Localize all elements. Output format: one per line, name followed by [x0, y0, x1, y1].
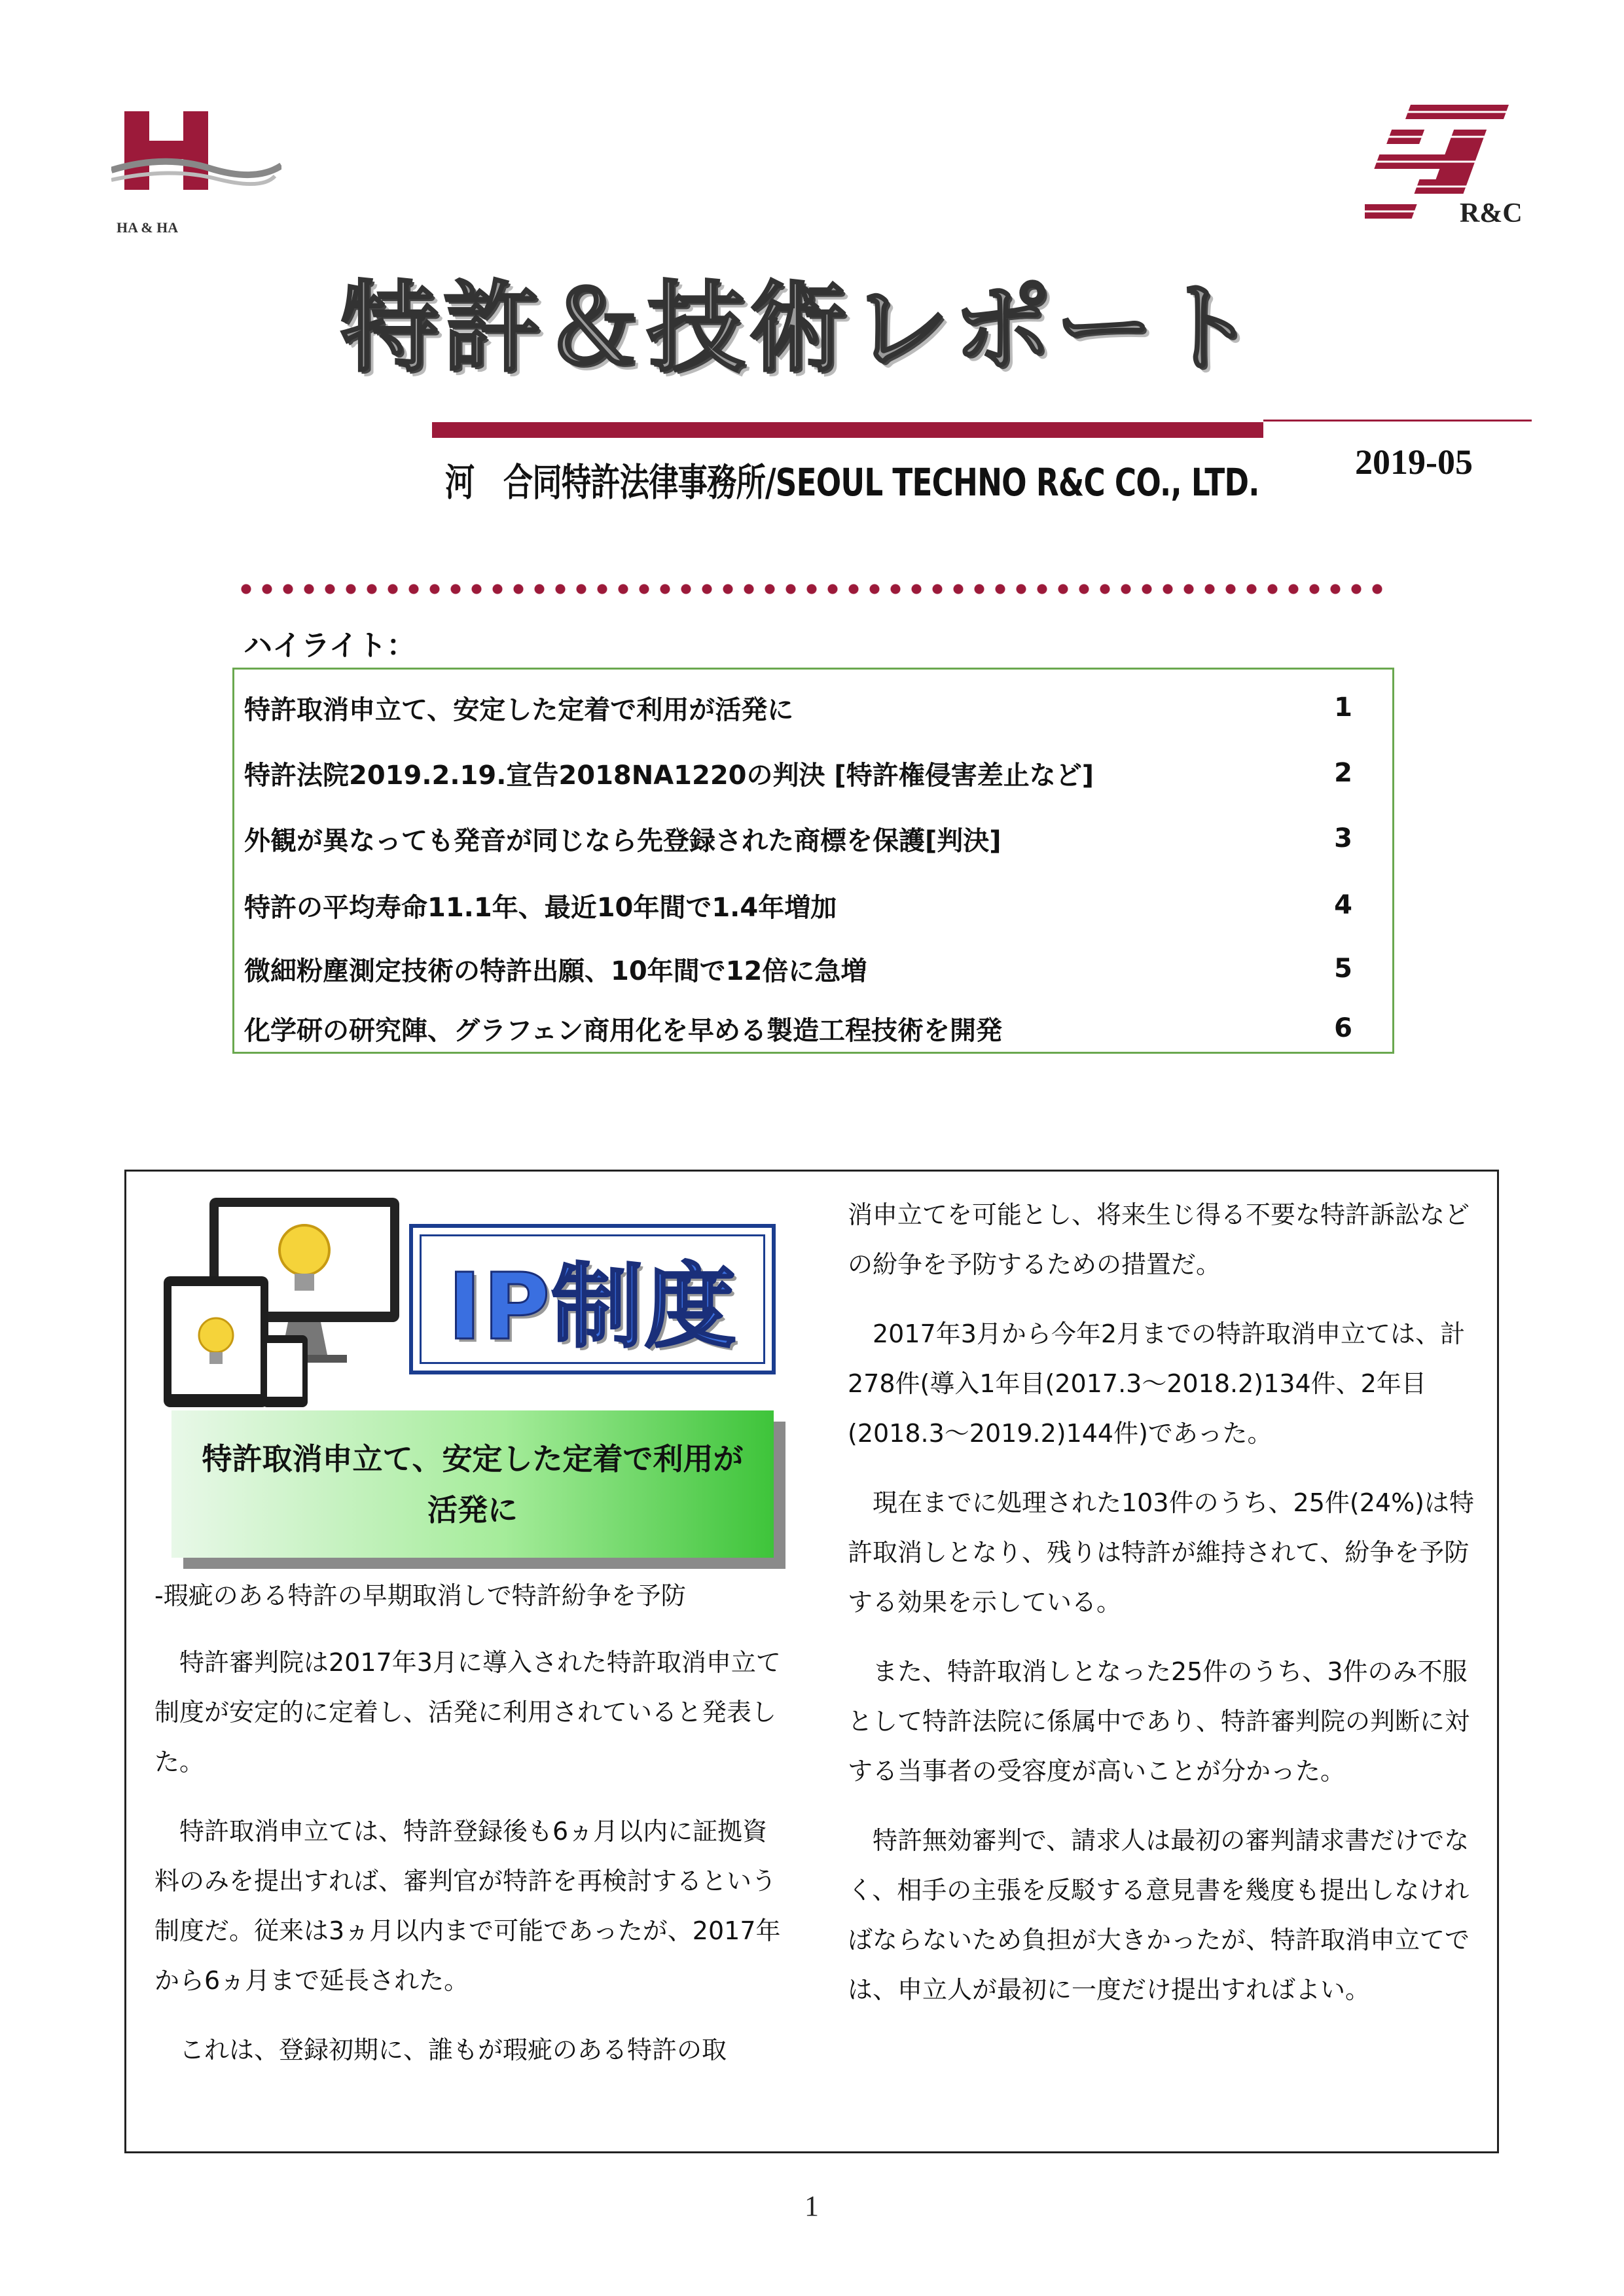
highlights-heading: ハイライト： — [244, 629, 416, 662]
highlight-page: 4 — [1334, 890, 1352, 920]
paragraph: 現在までに処理された103件のうち、25件(24%)は特許取消しとなり、残りは特許が維持されて、紛争を予防する効果を示している。 — [848, 1488, 1474, 1617]
highlight-page: 6 — [1334, 1013, 1352, 1043]
issue-number: 2019-05 — [1355, 442, 1473, 482]
paragraph: 2017年3月から今年2月までの特許取消申立ては、計278件(導入1年目(2017.3～2018.2)134件、2年目(2018.3～2019.2)144件)であった。 — [848, 1319, 1466, 1448]
article-headline: 特許取消申立て、安定した定着で利用が活発に — [202, 1441, 744, 1528]
paragraph: 特許審判院は2017年3月に導入された特許取消申立て制度が安定的に定着し、活発に利用されていると発表した。 — [154, 1648, 781, 1776]
highlight-page: 3 — [1334, 823, 1352, 853]
article-left-column — [154, 1571, 783, 2094]
devices-lightbulb-illustration — [164, 1198, 399, 1407]
page-number: 1 — [804, 2190, 819, 2222]
paragraph: これは、登録初期に、誰もが瑕疵のある特許の取 — [179, 2036, 727, 2064]
category-label-box — [409, 1224, 776, 1374]
paragraph: 特許取消申立ては、特許登録後も6ヵ月以内に証拠資料のみを提出すれば、審判官が特許を再検討するという制度だ。従来は3ヵ月以内まで可能であったが、2017年から6ヵ月まで延長された。 — [154, 1817, 781, 1995]
dotted-divider — [236, 584, 1388, 594]
ha-and-ha-caption: HA & HA — [117, 219, 179, 236]
highlight-page: 1 — [1334, 692, 1352, 723]
highlight-item[interactable] — [244, 753, 1382, 793]
r-and-c-caption: R&C — [1460, 198, 1523, 228]
title-underline-bar — [432, 422, 1263, 438]
article-headline-box — [171, 1410, 774, 1558]
title-underline-thin — [1263, 420, 1532, 422]
highlight-title: 特許取消申立て、安定した定着で利用が活発に — [244, 694, 794, 725]
highlight-title: 特許法院2019.2.19.宣告2018NA1220の判決 [特許権侵害差止など] — [244, 760, 1094, 791]
paragraph: また、特許取消しとなった25件のうち、3件のみ不服として特許法院に係属中であり、特許審判院の判断に対する当事者の受容度が高いことが分かった。 — [848, 1657, 1470, 1785]
report-title: 特許＆技術レポート — [340, 272, 1260, 386]
firm-name: 河 合同特許法律事務所/SEOUL TECHNO R&C CO., LTD. — [445, 460, 1259, 505]
highlight-page: 5 — [1334, 954, 1352, 984]
article-subtitle: -瑕疵のある特許の早期取消しで特許紛争を予防 — [154, 1581, 686, 1610]
highlight-item[interactable] — [244, 688, 1382, 727]
highlights-box — [232, 668, 1394, 1054]
highlight-title: 微細粉塵測定技術の特許出願、10年間で12倍に急増 — [244, 956, 867, 986]
highlight-page: 2 — [1334, 758, 1352, 788]
highlight-item[interactable] — [244, 886, 1382, 925]
highlight-item[interactable] — [244, 819, 1382, 858]
paragraph: 特許無効審判で、請求人は最初の審判請求書だけでなく、相手の主張を反駁する意見書を幾度も提出しなければならないため負担が大きかったが、特許取消申立てでは、申立人が最初に一度だけ提出すればよい。 — [848, 1826, 1470, 2004]
highlight-title: 化学研の研究陣、グラフェン商用化を早める製造工程技術を開発 — [244, 1015, 1002, 1046]
highlight-item[interactable] — [244, 1009, 1382, 1048]
highlight-title: 特許の平均寿命11.1年、最近10年間で1.4年増加 — [244, 892, 837, 923]
highlight-title: 外観が異なっても発音が同じなら先登録された商標を保護[判決] — [244, 825, 1001, 856]
category-label: IP制度 — [447, 1253, 738, 1361]
article-right-column — [848, 1190, 1476, 2034]
paragraph-continuation: 消申立てを可能とし、将来生じ得る不要な特許訴訟などの紛争を予防するための措置だ。 — [848, 1200, 1470, 1279]
highlight-item[interactable] — [244, 949, 1382, 988]
